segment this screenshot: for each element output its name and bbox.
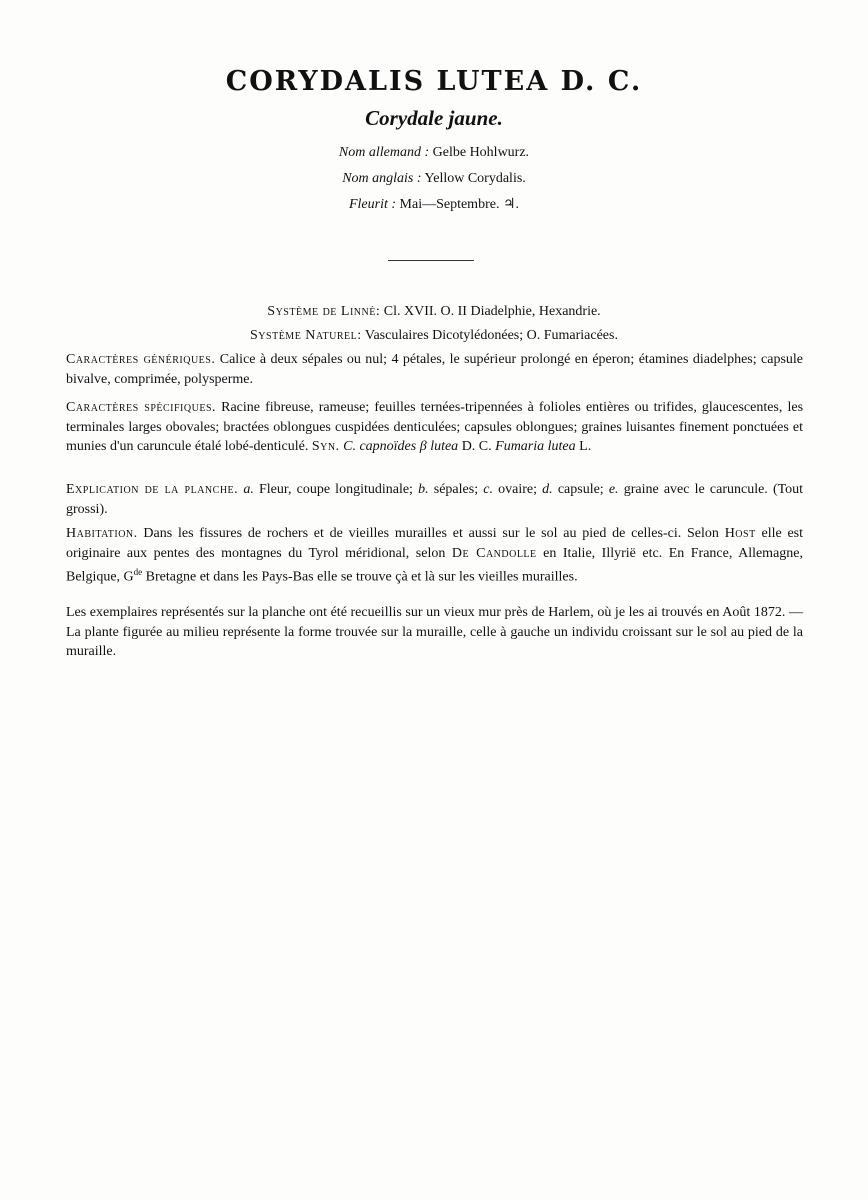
generic-label: Caractères génériques. bbox=[66, 352, 216, 367]
german-name-label: Nom allemand : bbox=[338, 145, 430, 160]
expl-c-text: ovaire; bbox=[498, 482, 537, 497]
expl-d-text: capsule; bbox=[557, 482, 604, 497]
syn-dc: D. C. bbox=[461, 439, 492, 454]
common-names bbox=[0, 144, 868, 222]
naturel-value: Vasculaires Dicotylédonées; O. Fumariacées. bbox=[364, 328, 618, 343]
naturel-label: Système Naturel: bbox=[250, 328, 362, 343]
expl-b-letter: b. bbox=[418, 482, 429, 497]
syn-c: C. bbox=[343, 439, 356, 454]
expl-c-letter: c. bbox=[483, 482, 493, 497]
english-name-label: Nom anglais : bbox=[342, 171, 422, 186]
syn-capnoides: capnoïdes bbox=[359, 439, 417, 454]
syn-l: L. bbox=[579, 439, 592, 454]
species-title: CORYDALIS LUTEA D. C. bbox=[225, 66, 643, 97]
explanation-label: Explication de la planche. bbox=[66, 482, 239, 497]
habitat-text-2: elle est originaire aux pentes des montagnes du Tyrol méridional, selon bbox=[66, 526, 804, 561]
linne-value: Cl. XVII. O. II Diadelphie, Hexandrie. bbox=[383, 304, 601, 319]
habitat-label: Habitation. bbox=[66, 526, 138, 541]
specific-text: Racine fibreuse, rameuse; feuilles ternées-tripennées à folioles entières ou trifides, glaucescentes, les terminales larges obovales; bractées oblongues cuspidées denticulées; capsules oblongues; graines luisantes finement ponctuées et munies d'un caruncule étalé lobé-denticulé. bbox=[66, 400, 804, 454]
habitat-text-1: Dans les fissures de rochers et de vieilles murailles et aussi sur le sol au pied de celles-ci. Selon bbox=[143, 526, 719, 541]
specific-characters bbox=[66, 398, 803, 457]
expl-e-text: graine avec le caruncule. (Tout grossi). bbox=[66, 482, 804, 517]
collection-note-text: Les exemplaires représentés sur la planche ont été recueillis sur un vieux mur près de Harlem, où je les ai trouvés en Août 1872. — La plante figurée au milieu représente la forme trouvée sur la muraille, celle à gauche un individu croissant sur le sol au pied de la muraille. bbox=[66, 605, 803, 659]
syn-beta: β lutea bbox=[419, 439, 459, 454]
natural-system bbox=[0, 327, 868, 345]
german-name-value: Gelbe Hohlwurz. bbox=[432, 145, 530, 160]
flowering-value: Mai—Septembre. ♃. bbox=[399, 197, 520, 212]
generic-characters bbox=[66, 350, 803, 389]
expl-e-letter: e. bbox=[608, 482, 619, 497]
german-name-line bbox=[0, 144, 868, 170]
habitat-text-4: Bretagne et dans les Pays-Bas elle se trouve çà et là sur les vieilles murailles. bbox=[142, 569, 578, 585]
generic-text: Calice à deux sépales ou nul; 4 pétales, le supérieur prolongé en éperon; étamines diadelphes; capsule bivalve, comprimée, polysperme. bbox=[66, 352, 803, 387]
decandolle-name: De Candolle bbox=[451, 545, 537, 561]
expl-b-text: sépales; bbox=[433, 482, 479, 497]
plate-explanation bbox=[66, 480, 803, 519]
flowering-label: Fleurit : bbox=[348, 197, 397, 212]
specific-label: Caractères spécifiques. bbox=[66, 400, 217, 415]
habitat bbox=[66, 524, 803, 587]
english-name-line bbox=[0, 170, 868, 196]
expl-a-text: Fleur, coupe longitudinale; bbox=[258, 482, 413, 497]
expl-d-letter: d. bbox=[542, 482, 553, 497]
linne-system bbox=[0, 303, 868, 321]
syn-label: Syn. bbox=[311, 439, 340, 454]
flowering-line bbox=[0, 196, 868, 222]
syn-fumaria: Fumaria lutea bbox=[495, 439, 576, 454]
expl-a-letter: a. bbox=[243, 482, 254, 497]
host-name: Host bbox=[724, 526, 756, 541]
divider bbox=[388, 260, 474, 261]
linne-label: Système de Linné: bbox=[267, 304, 381, 319]
gde-superscript: de bbox=[133, 567, 143, 577]
english-name-value: Yellow Corydalis. bbox=[424, 171, 526, 186]
habitat-text-3: en Italie, Illyrië etc. En France, Allemagne, Belgique, G bbox=[66, 545, 804, 585]
collection-note bbox=[66, 603, 803, 662]
french-name: Corydale jaune. bbox=[365, 106, 503, 130]
